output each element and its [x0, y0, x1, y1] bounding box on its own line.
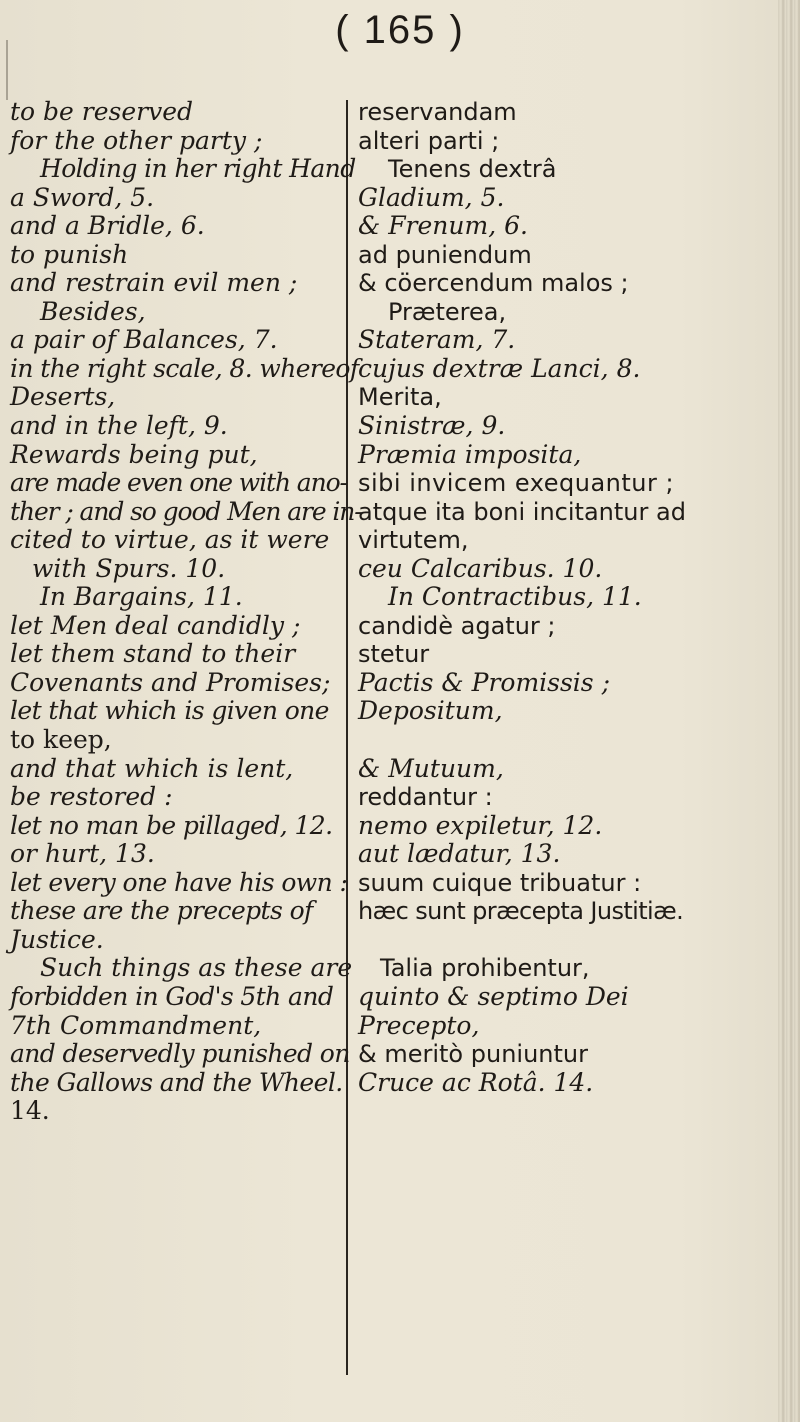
english-line: Covenants and Promises; [10, 667, 331, 697]
latin-line: Cruce ac Rotâ. 14. [358, 1067, 594, 1097]
latin-line: Pactis & Promissis ; [358, 667, 611, 697]
english-line: the Gallows and the Wheel. [10, 1067, 343, 1097]
english-line: forbidden in God's 5th and [10, 981, 334, 1011]
binding-edge [778, 0, 800, 1422]
english-line: with Spurs. 10. [32, 553, 226, 583]
english-line: to keep, [10, 725, 112, 755]
english-line: Rewards being put, [10, 439, 258, 469]
english-line: are made even one with ano- [10, 468, 347, 498]
latin-line: reddantur : [358, 783, 493, 812]
latin-line: reservandam [358, 98, 517, 126]
english-line: and deservedly punished on [10, 1039, 350, 1069]
english-column [10, 97, 362, 1126]
latin-line: Stateram, 7. [358, 325, 516, 355]
latin-line: ceu Calcaribus. 10. [358, 553, 603, 583]
english-line: 7th Commandment, [10, 1010, 262, 1040]
latin-line: Talia prohibentur, [380, 954, 590, 983]
latin-line: ad puniendum [358, 240, 532, 269]
english-line: Besides, [40, 296, 146, 326]
latin-line: & Frenum, 6. [358, 211, 528, 241]
latin-line: Depositum, [358, 696, 503, 726]
english-line: to be reserved [10, 97, 194, 126]
latin-line [358, 726, 758, 755]
english-line: be restored : [10, 782, 173, 812]
english-line: 14. [10, 1096, 50, 1126]
latin-line: Tenens dextrâ [388, 155, 557, 184]
english-line: Such things as these are [40, 953, 353, 983]
english-line: to punish [10, 239, 129, 269]
latin-column [358, 98, 758, 1126]
latin-line: aut lædatur, 13. [358, 839, 561, 869]
english-line: Deserts, [10, 382, 116, 412]
latin-line: Gladium, 5. [358, 182, 505, 212]
english-line: and a Bridle, 6. [10, 211, 205, 241]
latin-line: & cöercendum malos ; [358, 269, 629, 298]
english-line: let every one have his own : [10, 867, 348, 897]
english-line: for the other party ; [10, 125, 263, 155]
english-line: or hurt, 13. [10, 839, 155, 869]
page-number: ( 165 ) [335, 8, 465, 52]
english-line: let no man be pillaged, 12. [10, 810, 333, 840]
english-line: In Bargains, 11. [40, 582, 243, 612]
latin-line [358, 1097, 758, 1126]
latin-line: hæc sunt præcepta Justitiæ. [358, 897, 684, 926]
english-line: let Men deal candidly ; [10, 610, 301, 640]
english-line: cited to virtue, as it were [10, 525, 330, 555]
latin-line: Precepto, [358, 1010, 480, 1040]
english-line: Holding in her right Hand [40, 154, 356, 184]
english-line: a pair of Balances, 7. [10, 325, 278, 355]
latin-line: In Contractibus, 11. [388, 582, 642, 612]
latin-line: quinto & septimo Dei [358, 981, 629, 1011]
latin-line: candidè agatur ; [358, 611, 556, 640]
english-line: in the right scale, 8. whereof [10, 353, 359, 383]
latin-line: alteri parti ; [358, 126, 500, 155]
english-line: and in the left, 9. [10, 411, 228, 441]
english-line: ther ; and so good Men are in- [10, 496, 362, 526]
latin-line: nemo expiletur, 12. [358, 810, 603, 840]
latin-line: stetur [358, 640, 430, 669]
latin-line: virtutem, [358, 526, 469, 555]
latin-line: Sinistræ, 9. [358, 411, 506, 441]
english-line: these are the precepts of [10, 896, 313, 926]
latin-line: suum cuique tribuatur : [358, 868, 642, 897]
latin-line: & Mutuum, [358, 753, 504, 783]
latin-line: cujus dextræ Lanci, 8. [358, 353, 641, 383]
latin-line: Præmia imposita, [358, 439, 582, 469]
english-line: let that which is given one [10, 696, 329, 726]
latin-line: Merita, [358, 383, 442, 412]
latin-line: & meritò puniuntur [358, 1040, 588, 1069]
latin-line: atque ita boni incitantur ad [358, 497, 686, 526]
latin-line: Præterea, [388, 297, 507, 326]
english-line: and that which is lent, [10, 753, 294, 783]
latin-line [358, 926, 758, 955]
latin-line: sibi invicem exequantur ; [358, 469, 675, 498]
english-line: let them stand to their [10, 639, 296, 669]
english-line: and restrain evil men ; [10, 268, 298, 298]
english-line: a Sword, 5. [10, 182, 155, 212]
english-line: Justice. [10, 924, 104, 954]
